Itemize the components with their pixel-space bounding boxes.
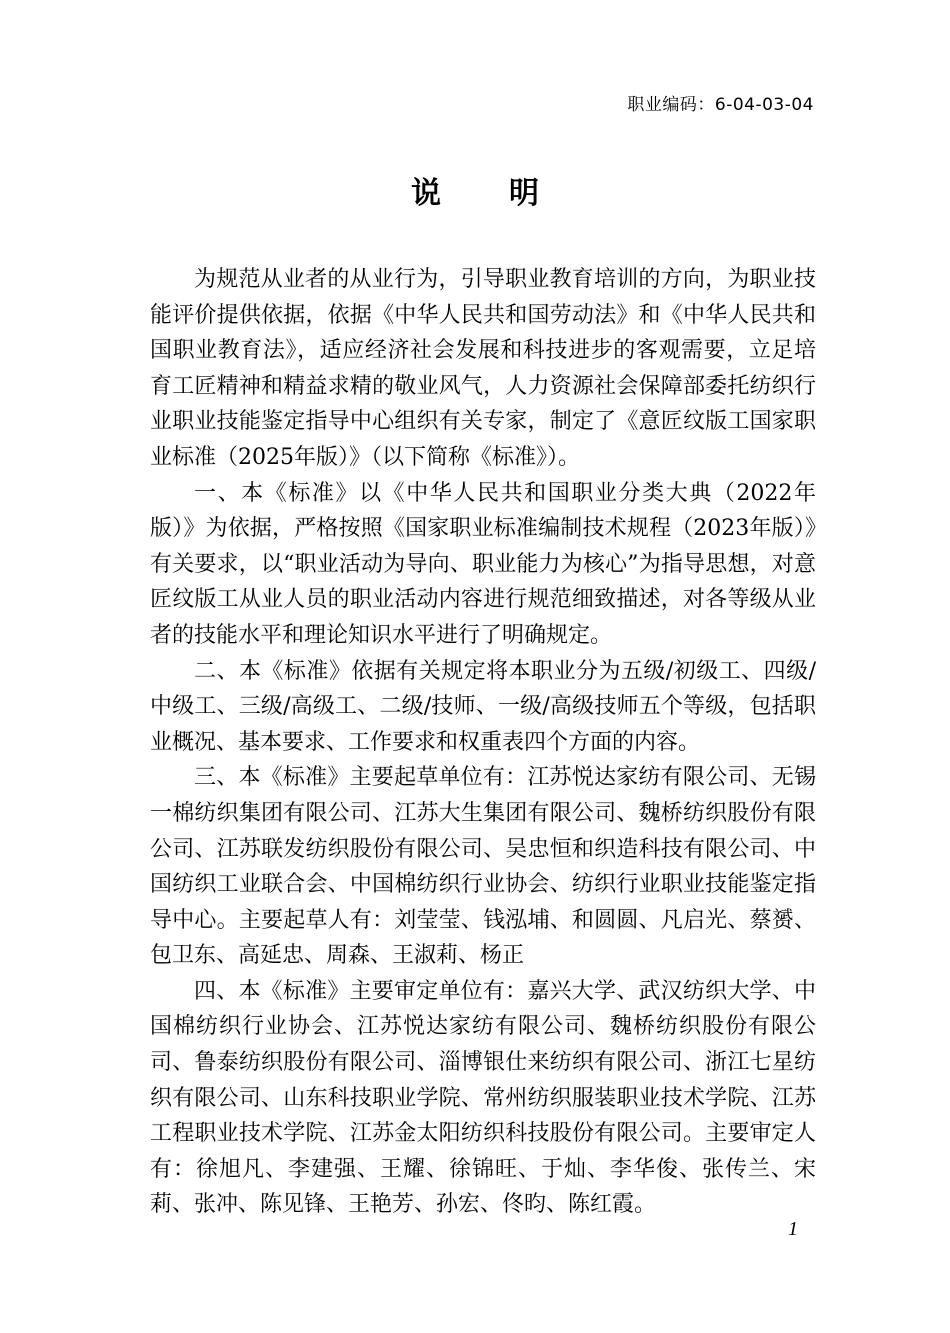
page-number: 1	[788, 1218, 798, 1240]
intro-paragraph: 为规范从业者的从业行为，引导职业教育培训的方向，为职业技能评价提供依据，依据《中华人民共和国劳动法》和《中华人民共和国职业教育法》，适应经济社会发展和科技进步的客观需要，立足培育工匠精神和精益求精的敬业风气，人力资源社会保障部委托纺织行业职业技能鉴定指导中心组织有关专家，制定了《意匠纹版工国家职业标准（2025年版）》（以下简称《标准》）。	[150, 267, 816, 470]
occupation-code: 职业编码：6-04-03-04	[627, 95, 814, 115]
paragraph-drafters: 三、本《标准》主要起草单位有：江苏悦达家纺有限公司、无锡一棉纺织集团有限公司、江苏大生集团有限公司、魏桥纺织股份有限公司、江苏联发纺织股份有限公司、吴忠恒和织造科技有限公司、中国纺织工业联合会、中国棉纺织行业协会、纺织行业职业技能鉴定指导中心。主要起草人有：刘莹莹、钱泓埔、和圆圆、凡启光、蔡赟、包卫东、高延忠、周森、王淑莉、杨正	[150, 765, 816, 969]
body-text	[150, 262, 816, 1223]
page-title: 说明	[411, 176, 607, 211]
paragraph-reviewers: 四、本《标准》主要审定单位有：嘉兴大学、武汉纺织大学、中国棉纺织行业协会、江苏悦达家纺有限公司、魏桥纺织股份有限公司、鲁泰纺织股份有限公司、淄博银仕来纺织有限公司、浙江七星纺织有限公司、山东科技职业学院、常州纺织服装职业技术学院、江苏工程职业技术学院、江苏金太阳纺织科技股份有限公司。主要审定人有：徐旭凡、李建强、王耀、徐锦旺、于灿、李华俊、张传兰、宋莉、张冲、陈见锋、王艳芳、孙宏、佟昀、陈红霞。	[150, 978, 816, 1218]
paragraph-basis: 一、本《标准》以《中华人民共和国职业分类大典（2022年版）》为依据，严格按照《国家职业标准编制技术规程（2023年版）》有关要求，以“职业活动为导向、职业能力为核心”为指导思想，对意匠纹版工从业人员的职业活动内容进行规范细致描述，对各等级从业者的技能水平和理论知识水平进行了明确规定。	[150, 480, 816, 648]
paragraph-levels: 二、本《标准》依据有关规定将本职业分为五级/初级工、四级/中级工、三级/高级工、二级/技师、一级/高级技师五个等级，包括职业概况、基本要求、工作要求和权重表四个方面的内容。	[150, 658, 816, 755]
